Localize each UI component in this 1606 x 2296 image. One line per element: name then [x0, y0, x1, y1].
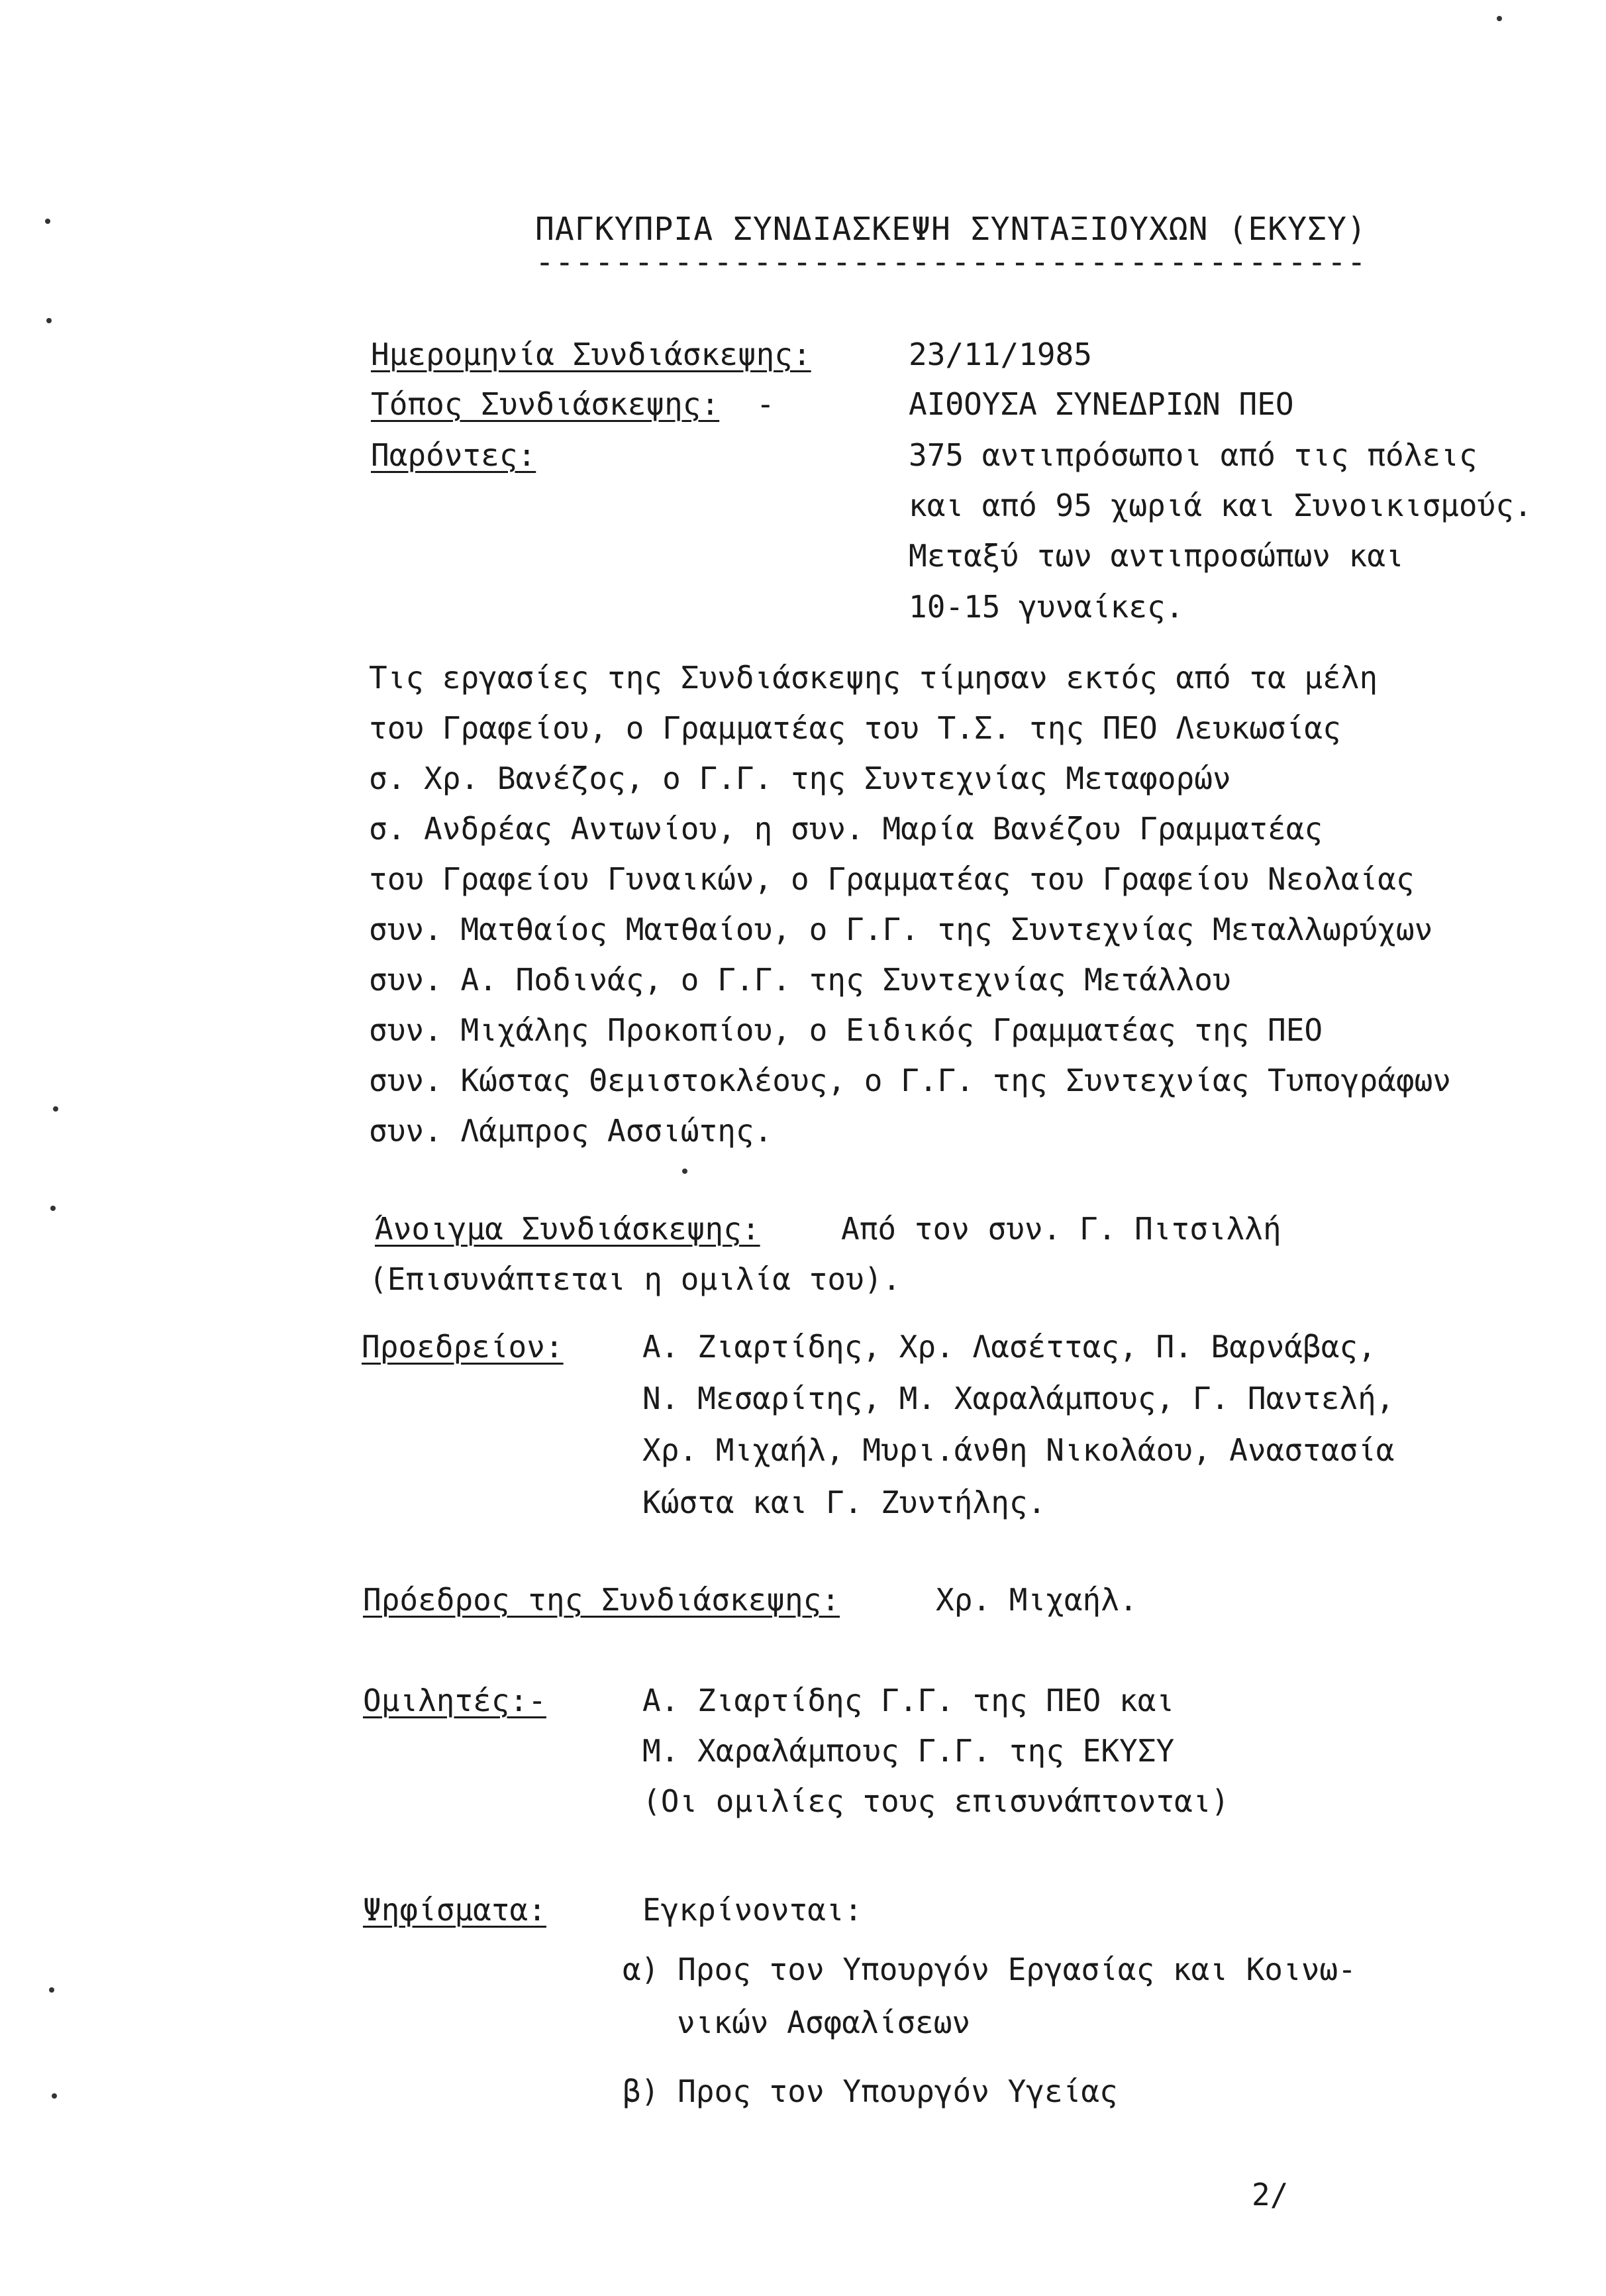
- honored-line: συν. Α. Ποδινάς, ο Γ.Γ. της Συντεχνίας Μετάλλου: [369, 962, 1231, 998]
- speaker-line: Μ. Χαραλάμπους Γ.Γ. της ΕΚΥΣΥ: [642, 1733, 1175, 1769]
- speaker-line: Α. Ζιαρτίδης Γ.Γ. της ΠΕΟ και: [642, 1683, 1175, 1718]
- scan-speck: [49, 1987, 54, 1993]
- date-label: Ημερομηνία Συνδιάσκεψης:: [371, 337, 811, 372]
- opening-note: (Επισυνάπτεται η ομιλία του).: [369, 1261, 901, 1297]
- present-label: Παρόντες:: [371, 437, 536, 473]
- place-label: Τόπος Συνδιάσκεψης:: [371, 386, 720, 422]
- present-line: και από 95 χωριά και Συνοικισμούς.: [909, 488, 1532, 523]
- honored-line: συν. Ματθαίος Ματθαίου, ο Γ.Γ. της Συντεχνίας Μεταλλωρύχων: [369, 912, 1433, 947]
- scan-speck: [52, 2093, 57, 2099]
- page-number: 2/: [1252, 2177, 1289, 2213]
- resolution-item: α) Προς τον Υπουργόν Εργασίας και Κοινω-: [623, 1952, 1356, 1987]
- present-line: Μεταξύ των αντιπροσώπων και: [909, 538, 1404, 574]
- honored-line: συν. Λάμπρος Ασσιώτης.: [369, 1113, 773, 1149]
- honored-line: του Γραφείου Γυναικών, ο Γραμματέας του Γραφείου Νεολαίας: [369, 861, 1415, 897]
- presidium-line: Χρ. Μιχαήλ, Μυρι.άνθη Νικολάου, Αναστασία: [642, 1432, 1395, 1468]
- presidium-line: Α. Ζιαρτίδης, Χρ. Λασέττας, Π. Βαρνάβας,: [642, 1329, 1376, 1365]
- honored-line: συν. Κώστας Θεμιστοκλέους, ο Γ.Γ. της Συντεχνίας Τυπογράφων: [369, 1063, 1451, 1098]
- honored-line: Τις εργασίες της Συνδιάσκεψης τίμησαν εκτός από τα μέλη: [369, 660, 1378, 696]
- document-title: ΠΑΓΚΥΠΡΙΑ ΣΥΝΔΙΑΣΚΕΨΗ ΣΥΝΤΑΞΙΟΥΧΩΝ (ΕΚΥΣΥ): [535, 211, 1367, 248]
- opening-value: Από τον συν. Γ. Πιτσιλλή: [841, 1211, 1281, 1247]
- place-value: ΑΙΘΟΥΣΑ ΣΥΝΕΔΡΙΩΝ ΠΕΟ: [909, 386, 1294, 422]
- resolution-item: νικών Ασφαλίσεων: [677, 2005, 971, 2040]
- opening-label: Άνοιγμα Συνδιάσκεψης:: [375, 1211, 760, 1247]
- scan-speck: [46, 318, 52, 323]
- chair-value: Χρ. Μιχαήλ.: [936, 1582, 1138, 1618]
- place-dash: -: [756, 386, 775, 422]
- honored-line: σ. Ανδρέας Αντωνίου, η συν. Μαρία Βανέζου Γραμματέας: [369, 811, 1323, 847]
- present-line: 10-15 γυναίκες.: [909, 589, 1184, 625]
- honored-line: συν. Μιχάλης Προκοπίου, ο Ειδικός Γραμματέας της ΠΕΟ: [369, 1012, 1323, 1048]
- title-underline-dashes: ------------------------------------------: [535, 244, 1367, 281]
- present-line: 375 αντιπρόσωποι από τις πόλεις: [909, 437, 1478, 473]
- honored-line: σ. Χρ. Βανέζος, ο Γ.Γ. της Συντεχνίας Μεταφορών: [369, 760, 1231, 796]
- scan-speck: [53, 1106, 58, 1112]
- date-value: 23/11/1985: [909, 337, 1092, 372]
- scan-speck: [682, 1169, 687, 1174]
- scan-speck: [50, 1206, 56, 1211]
- honored-line: του Γραφείου, ο Γραμματέας του Τ.Σ. της ΠΕΟ Λευκωσίας: [369, 710, 1341, 746]
- resolutions-label: Ψηφίσματα:: [363, 1892, 546, 1928]
- resolution-item: β) Προς τον Υπουργόν Υγείας: [623, 2073, 1118, 2109]
- scan-speck: [1497, 16, 1502, 21]
- speakers-label: Ομιλητές:-: [363, 1683, 546, 1718]
- chair-label: Πρόεδρος της Συνδιάσκεψης:: [363, 1582, 840, 1618]
- presidium-label: Προεδρείον:: [362, 1329, 564, 1365]
- resolutions-intro: Εγκρίνονται:: [642, 1892, 863, 1928]
- scan-speck: [45, 219, 50, 224]
- speaker-note: (Οι ομιλίες τους επισυνάπτονται): [642, 1783, 1230, 1819]
- presidium-line: Κώστα και Γ. Ζυντήλης.: [642, 1485, 1046, 1520]
- presidium-line: Ν. Μεσαρίτης, Μ. Χαραλάμπους, Γ. Παντελή,: [642, 1381, 1395, 1416]
